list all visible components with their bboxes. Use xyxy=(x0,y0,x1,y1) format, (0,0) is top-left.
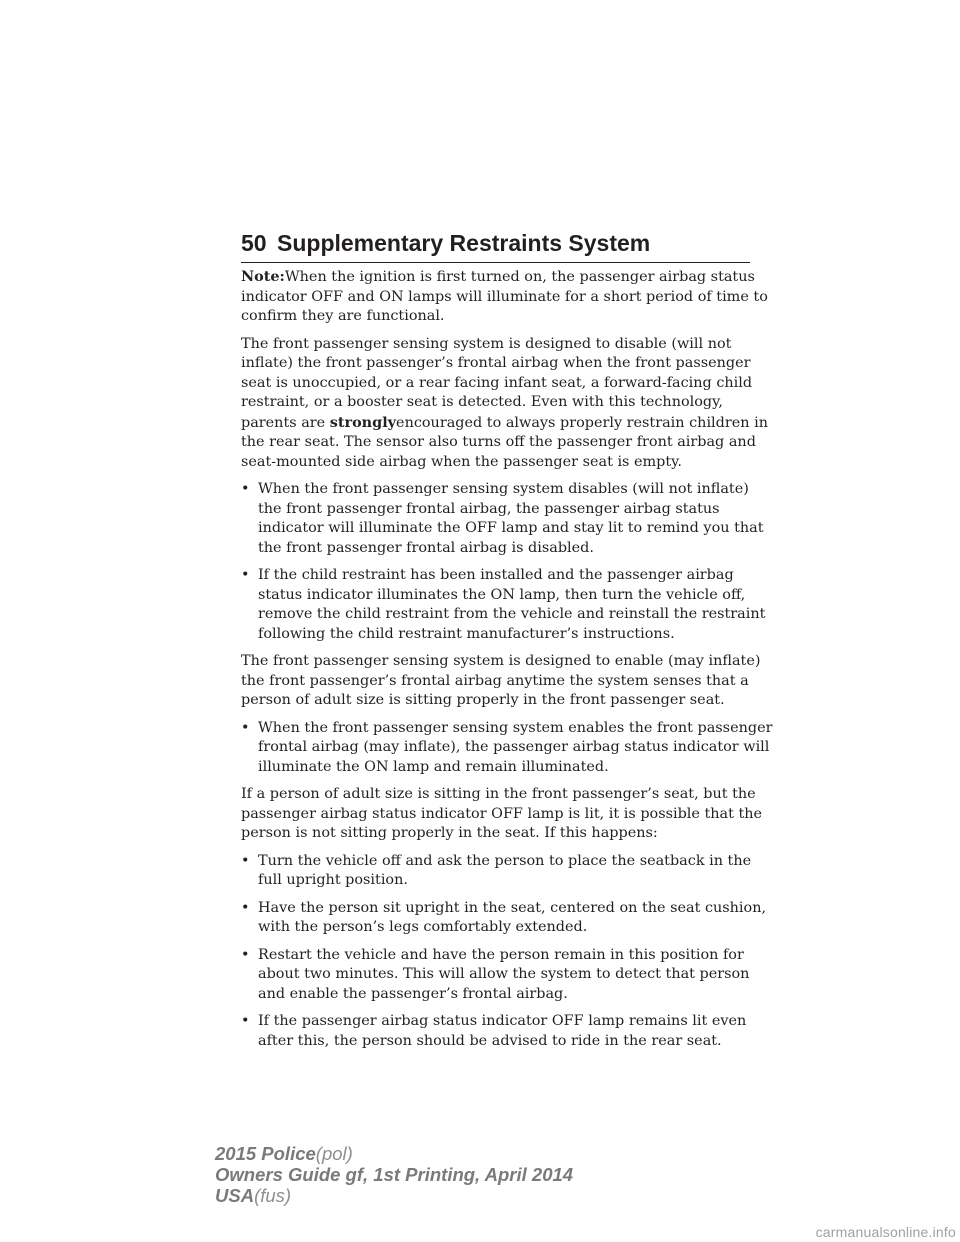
note-label: Note: xyxy=(241,268,285,285)
text-line: and enable the passenger’s frontal airbag. xyxy=(258,985,568,1002)
bullet-item xyxy=(241,899,767,938)
text-line: person of adult size is sitting properly in the front passenger seat. xyxy=(241,692,725,708)
text-line: remove the child restraint from the vehicle and reinstall the restraint xyxy=(258,606,766,622)
text-line: status indicator illuminates the ON lamp, then turn the vehicle off, xyxy=(258,586,746,603)
bullet-item xyxy=(241,480,764,558)
text-line: illuminate the ON lamp and remain illuminated. xyxy=(258,758,609,775)
watermark: carmanualsonline.info xyxy=(815,1224,956,1240)
text-line: full upright position. xyxy=(258,872,408,888)
page-header xyxy=(241,226,750,263)
bullet-item xyxy=(241,719,773,778)
text-line: When the front passenger sensing system enables the front passenger xyxy=(258,719,773,736)
bullet-icon: • xyxy=(241,719,250,736)
text-line: with the person’s legs comfortably extended. xyxy=(258,919,588,935)
text-line: Have the person sit upright in the seat, centered on the seat cushion, xyxy=(258,899,767,916)
text-line: person is not sitting properly in the seat. If this happens: xyxy=(241,825,658,841)
bullet-icon: • xyxy=(241,481,250,497)
text-line: the front passenger frontal airbag, the passenger airbag status xyxy=(258,500,720,517)
bullet-item xyxy=(241,852,752,891)
text-line: frontal airbag (may inflate), the passenger airbag status indicator will xyxy=(258,739,770,755)
strongly-emphasis: strongly xyxy=(329,413,397,431)
text-line: indicator will illuminate the OFF lamp and stay lit to remind you that xyxy=(258,520,764,536)
footer-model: 2015 Police xyxy=(215,1143,316,1164)
footer-market: USA xyxy=(215,1185,255,1206)
bullet-icon: • xyxy=(241,852,250,869)
note-line: When the ignition is first turned on, the passenger airbag status xyxy=(284,269,755,285)
text-line: If the passenger airbag status indicator OFF lamp remains lit even xyxy=(258,1013,747,1029)
text-line: If a person of adult size is sitting in the front passenger’s seat, but the xyxy=(241,786,756,802)
page-number: 50 xyxy=(241,230,267,256)
text-line: the front passenger frontal airbag is disabled. xyxy=(258,539,594,556)
text-line: When the front passenger sensing system disables (will not inflate) xyxy=(258,481,749,497)
text-line: The front passenger sensing system is designed to disable (will not xyxy=(241,335,732,352)
section-title: Supplementary Restraints System xyxy=(277,230,651,256)
text-line: Turn the vehicle off and ask the person to place the seatback in the xyxy=(258,852,752,869)
paragraph-enable xyxy=(241,652,761,711)
text-line: encouraged to always properly restrain children in xyxy=(396,414,768,431)
bullet-item xyxy=(241,1012,747,1051)
footer-market-code: (fus) xyxy=(254,1185,292,1206)
text-line: seat-mounted side airbag when the passenger seat is empty. xyxy=(241,453,682,470)
text-line: Restart the vehicle and have the person remain in this position for xyxy=(258,946,744,963)
note-paragraph xyxy=(241,267,768,327)
text-line: The front passenger sensing system is designed to enable (may inflate) xyxy=(241,653,761,669)
bullet-icon: • xyxy=(241,1013,250,1029)
footer-guide: Owners Guide gf, 1st Printing, April 2014 xyxy=(215,1164,574,1185)
print-footer xyxy=(215,1143,573,1206)
paragraph-adult xyxy=(241,785,763,844)
text-line: following the child restraint manufacturer’s instructions. xyxy=(258,625,675,642)
footer-model-code: (pol) xyxy=(315,1143,353,1164)
text-line: about two minutes. This will allow the system to detect that person xyxy=(258,966,750,982)
paragraph-disable xyxy=(241,335,768,473)
text-line: restraint, or a booster seat is detected. Even with this technology, xyxy=(241,394,723,410)
page-content xyxy=(241,267,773,1059)
text-line: the front passenger’s frontal airbag anytime the system senses that a xyxy=(241,672,749,689)
note-line: indicator OFF and ON lamps will illuminate for a short period of time to xyxy=(241,288,768,305)
text-line: inflate) the front passenger’s frontal airbag when the front passenger xyxy=(241,355,751,371)
bullet-item xyxy=(241,946,750,1005)
bullet-icon: • xyxy=(241,899,250,916)
text-line: passenger airbag status indicator OFF lamp is lit, it is possible that the xyxy=(241,805,763,822)
text-line: seat is unoccupied, or a rear facing infant seat, a forward-facing child xyxy=(241,374,753,391)
bullet-item xyxy=(241,566,766,644)
note-line: confirm they are functional. xyxy=(241,308,445,324)
text-line: parents are xyxy=(241,414,330,431)
text-line: the rear seat. The sensor also turns off the passenger front airbag and xyxy=(241,434,756,450)
bullet-icon: • xyxy=(241,567,250,583)
text-line: If the child restraint has been installed and the passenger airbag xyxy=(258,567,734,583)
bullet-icon: • xyxy=(241,946,250,963)
text-line: after this, the person should be advised to ride in the rear seat. xyxy=(258,1032,722,1049)
